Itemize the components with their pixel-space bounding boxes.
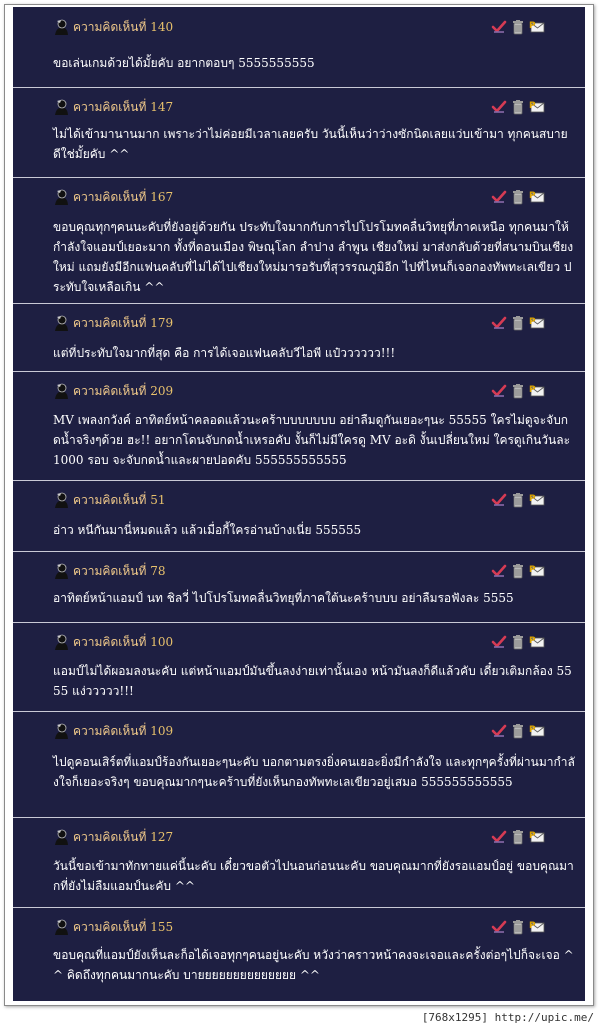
- user-silhouette-icon: [53, 492, 69, 508]
- comment-header: [53, 492, 165, 508]
- comment-board: [13, 7, 585, 1001]
- report-mail-icon[interactable]: [529, 189, 545, 205]
- comment-body: ไม่ได้เข้ามานานมาก เพราะว่าไม่ค่อยมีเวลาเลยครับ วันนี้เห็นว่าว่างซักนิดเลยแว่บเข้ามา ทุกคนสบายดีใช่มั้ยคับ ^^: [53, 127, 568, 161]
- report-mail-icon[interactable]: [529, 492, 545, 508]
- svg-text:P: P: [529, 101, 536, 111]
- comment-body: แต่ที่ประทับใจมากที่สุด คือ การได้เจอแฟนคลับวีไอพี แป๋วววววว!!!: [53, 346, 396, 360]
- delete-trash-icon[interactable]: [510, 315, 526, 331]
- svg-text:P: P: [529, 385, 536, 395]
- report-mail-icon[interactable]: [529, 563, 545, 579]
- comment-number: 147: [150, 99, 174, 114]
- vote-check-icon[interactable]: [491, 189, 507, 205]
- comment-header: [53, 315, 173, 331]
- comment-number: 78: [150, 563, 166, 578]
- vote-check-icon[interactable]: [491, 829, 507, 845]
- comment-title: [73, 98, 173, 117]
- comment-number: 140: [150, 19, 174, 34]
- comment-number: 109: [150, 723, 174, 738]
- comment-divider: [13, 87, 585, 88]
- delete-trash-icon[interactable]: [510, 723, 526, 739]
- comment-title: [73, 314, 173, 333]
- comment-divider: [13, 371, 585, 372]
- comment-number: 179: [150, 315, 174, 330]
- comment-label: ความคิดเห็นที่: [73, 563, 147, 578]
- comment-actions: [491, 563, 545, 579]
- comment-body: แอมป์ไม่ได้ผอมลงนะคับ แต่หน้าแอมป์มันขึ้นลงง่ายเท่านั้นเอง หน้ามันลงก็ดีแล้วคับ เดี๋ยวเติมกล้อง 5555 แง่ววววว!!!: [53, 664, 572, 698]
- svg-text:P: P: [529, 317, 536, 327]
- comment-title: [73, 491, 165, 510]
- comment-actions: [491, 99, 545, 115]
- comment-actions: [491, 492, 545, 508]
- svg-text:P: P: [529, 494, 536, 504]
- comment-actions: [491, 383, 545, 399]
- delete-trash-icon[interactable]: [510, 383, 526, 399]
- user-silhouette-icon: [53, 315, 69, 331]
- comment-label: ความคิดเห็นที่: [73, 919, 147, 934]
- delete-trash-icon[interactable]: [510, 19, 526, 35]
- comment-label: ความคิดเห็นที่: [73, 315, 147, 330]
- user-silhouette-icon: [53, 563, 69, 579]
- comment-title: [73, 18, 173, 37]
- comment-actions: [491, 634, 545, 650]
- user-silhouette-icon: [53, 634, 69, 650]
- comment-label: ความคิดเห็นที่: [73, 99, 147, 114]
- screenshot-frame: [4, 4, 594, 1006]
- user-silhouette-icon: [53, 829, 69, 845]
- comment-body: MV เพลงกวังค์ อาทิตย์หน้าคลอดแล้วนะคร้าบบบบบบบ อย่าลืมดูกันเยอะๆนะ 55555 ใครไม่ดูจะจับกดน้ำจริงๆด้วย ฮะ!! อยากโดนจับกดน้ำเหรอคับ งั้นก็ไม่มีใครดู MV อะดิ งั้นเปลี่ยนใหม่ ใครดูเกินวันละ 1000 รอบ จะจับกดน้ำและผายปอดคับ 555555555555: [53, 413, 571, 467]
- vote-check-icon[interactable]: [491, 315, 507, 331]
- comment-header: [53, 19, 173, 35]
- user-silhouette-icon: [53, 919, 69, 935]
- comment-divider: [13, 480, 585, 481]
- vote-check-icon[interactable]: [491, 383, 507, 399]
- comment-title: [73, 722, 173, 741]
- comment-actions: [491, 189, 545, 205]
- delete-trash-icon[interactable]: [510, 829, 526, 845]
- comment-title: [73, 918, 173, 937]
- comment-body: อาทิตย์หน้าแอมป์ นท ชิลวี่ ไปโปรโมทคลื่นวิทยุที่ภาคใต้นะคร้าบบบ อย่าลืมรอฟังละ 5555: [53, 591, 514, 605]
- svg-text:P: P: [529, 831, 536, 841]
- svg-text:P: P: [529, 565, 536, 575]
- comment-header: [53, 829, 173, 845]
- delete-trash-icon[interactable]: [510, 189, 526, 205]
- svg-text:P: P: [529, 191, 536, 201]
- user-silhouette-icon: [53, 723, 69, 739]
- comment-title: [73, 828, 173, 847]
- comment-title: [73, 562, 165, 581]
- comment-header: [53, 383, 173, 399]
- report-mail-icon[interactable]: [529, 315, 545, 331]
- user-silhouette-icon: [53, 189, 69, 205]
- report-mail-icon[interactable]: [529, 19, 545, 35]
- comment-body: ไปดูคอนเสิร์ตที่แอมป์ร้องกันเยอะๆนะคับ บอกตามตรงยิ่งคนเยอะยิ่งมีกำลังใจ และทุกๆครั้งที่ผ่านมากำลังใจก็เยอะจริงๆ ขอบคุณมากๆนะคร้าบที่ยังเห็นกองทัพทะเลเขียวอยู่เสมอ 555555555555: [53, 755, 575, 789]
- comment-label: ความคิดเห็นที่: [73, 829, 147, 844]
- delete-trash-icon[interactable]: [510, 492, 526, 508]
- comment-number: 51: [150, 492, 166, 507]
- report-mail-icon[interactable]: [529, 829, 545, 845]
- comment-divider: [13, 711, 585, 712]
- comment-divider: [13, 907, 585, 908]
- comment-number: 127: [150, 829, 174, 844]
- comment-header: [53, 563, 165, 579]
- comment-body: อ่าว หนีกันมานี่หมดแล้ว แล้วเมื่อกี้ใครอ่านบ้างเนี่ย 555555: [53, 523, 362, 537]
- comment-title: [73, 633, 173, 652]
- report-mail-icon[interactable]: [529, 99, 545, 115]
- comment-header: [53, 634, 173, 650]
- comment-divider: [13, 303, 585, 304]
- comment-title: [73, 188, 173, 207]
- svg-text:P: P: [529, 921, 536, 931]
- comment-actions: [491, 829, 545, 845]
- user-silhouette-icon: [53, 383, 69, 399]
- user-silhouette-icon: [53, 99, 69, 115]
- comment-divider: [13, 177, 585, 178]
- comment-label: ความคิดเห็นที่: [73, 19, 147, 34]
- delete-trash-icon[interactable]: [510, 563, 526, 579]
- comment-header: [53, 919, 173, 935]
- vote-check-icon[interactable]: [491, 492, 507, 508]
- comment-actions: [491, 919, 545, 935]
- report-mail-icon[interactable]: [529, 919, 545, 935]
- comment-body: วันนี้ขอเข้ามาทักทายแค่นี้นะคับ เดี๋ยวขอตัวไปนอนก่อนนะคับ ขอบคุณมากที่ยังรอแอมป์อยู่ ขอบคุณมากที่ยังไม่ลืมแอมป์นะคับ ^^: [53, 859, 574, 893]
- vote-check-icon[interactable]: [491, 919, 507, 935]
- report-mail-icon[interactable]: [529, 634, 545, 650]
- delete-trash-icon[interactable]: [510, 99, 526, 115]
- delete-trash-icon[interactable]: [510, 919, 526, 935]
- comment-header: [53, 723, 173, 739]
- report-mail-icon[interactable]: [529, 723, 545, 739]
- svg-text:P: P: [529, 725, 536, 735]
- comment-label: ความคิดเห็นที่: [73, 723, 147, 738]
- comment-label: ความคิดเห็นที่: [73, 383, 147, 398]
- comment-title: [73, 382, 173, 401]
- comment-header: [53, 99, 173, 115]
- vote-check-icon[interactable]: [491, 99, 507, 115]
- comment-header: [53, 189, 173, 205]
- vote-check-icon[interactable]: [491, 563, 507, 579]
- comment-body: ขอบคุณที่แอมป์ยังเห็นละก็อได้เจอทุกๆคนอยู่นะคับ หวังว่าคราวหน้าคงจะเจอและครั้งต่อๆไปก็จะเจอ ^^ คิดถึงทุกคนมากนะคับ บายยยยยยยยยยยยยย ^^: [53, 948, 574, 982]
- comment-label: ความคิดเห็นที่: [73, 492, 147, 507]
- comment-actions: [491, 723, 545, 739]
- comment-label: ความคิดเห็นที่: [73, 189, 147, 204]
- upic-watermark: [768x1295] http://upic.me/: [421, 1011, 594, 1024]
- comment-body: ขอเล่นเกมด้วยได้มั้ยคับ อยากตอบๆ 5555555555: [53, 56, 315, 70]
- comment-actions: [491, 315, 545, 331]
- vote-check-icon[interactable]: [491, 634, 507, 650]
- comment-body: ขอบคุณทุกๆคนนะคับที่ยังอยู่ด้วยกัน ประทับใจมากกับการไปโปรโมทคลื่นวิทยุที่ภาคเหนือ ทุกคนมาให้กำลังใจแอมป์เยอะมาก ทั้งที่ดอนเมือง พิษณุโลก ลำปาง ลำพูน เชียงใหม่ มาส่งกลับด้วยที่สนามบินเชียงใหม่ แถมยังมีอีกแฟนคลับที่ไม่ได้ไปเชียงใหม่มารอรับที่สุวรรณภูมิอีก ไปที่ไหนก็เจอกองทัพทะเลเขียว ประทับใจเหลือเกิน ^^: [53, 220, 574, 294]
- comment-divider: [13, 622, 585, 623]
- comment-number: 209: [150, 383, 174, 398]
- report-mail-icon[interactable]: [529, 383, 545, 399]
- comment-number: 155: [150, 919, 174, 934]
- delete-trash-icon[interactable]: [510, 634, 526, 650]
- comment-divider: [13, 551, 585, 552]
- vote-check-icon[interactable]: [491, 19, 507, 35]
- svg-text:P: P: [529, 21, 536, 31]
- user-silhouette-icon: [53, 19, 69, 35]
- comment-divider: [13, 817, 585, 818]
- comment-label: ความคิดเห็นที่: [73, 634, 147, 649]
- svg-text:P: P: [529, 636, 536, 646]
- vote-check-icon[interactable]: [491, 723, 507, 739]
- comment-number: 167: [150, 189, 174, 204]
- comment-actions: [491, 19, 545, 35]
- comment-number: 100: [150, 634, 174, 649]
